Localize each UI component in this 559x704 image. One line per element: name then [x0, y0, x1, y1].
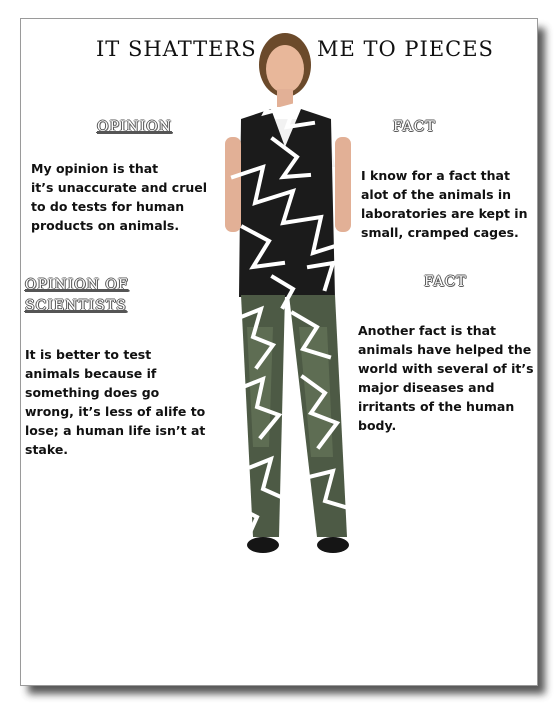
title-right: ME TO PIECES — [317, 37, 494, 61]
opinion-text: My opinion is that it’s unaccurate and cruel to do tests for human products on animals. — [31, 161, 208, 233]
poster-page — [20, 18, 538, 686]
opinion-heading: OPINION — [97, 119, 172, 135]
shattered-person-image — [213, 27, 363, 557]
scientists-opinion-text: It is better to test animals because if something does go wrong, it’s less of alife to lose; a human life isn’t at stake. — [25, 347, 206, 457]
fact-one-heading: FACT — [393, 119, 436, 135]
fact-two-heading: FACT — [424, 274, 467, 290]
fact-one-text: I know for a fact that alot of the animals in laboratories are kept in small, cramped cages. — [361, 168, 528, 240]
title-left: IT SHATTERS — [96, 37, 257, 61]
fact-two-text: Another fact is that animals have helped the world with several of it’s major diseases and irritants of the human body. — [358, 323, 534, 433]
scientists-opinion-heading: OPINION OF SCIENTISTS — [25, 277, 129, 314]
